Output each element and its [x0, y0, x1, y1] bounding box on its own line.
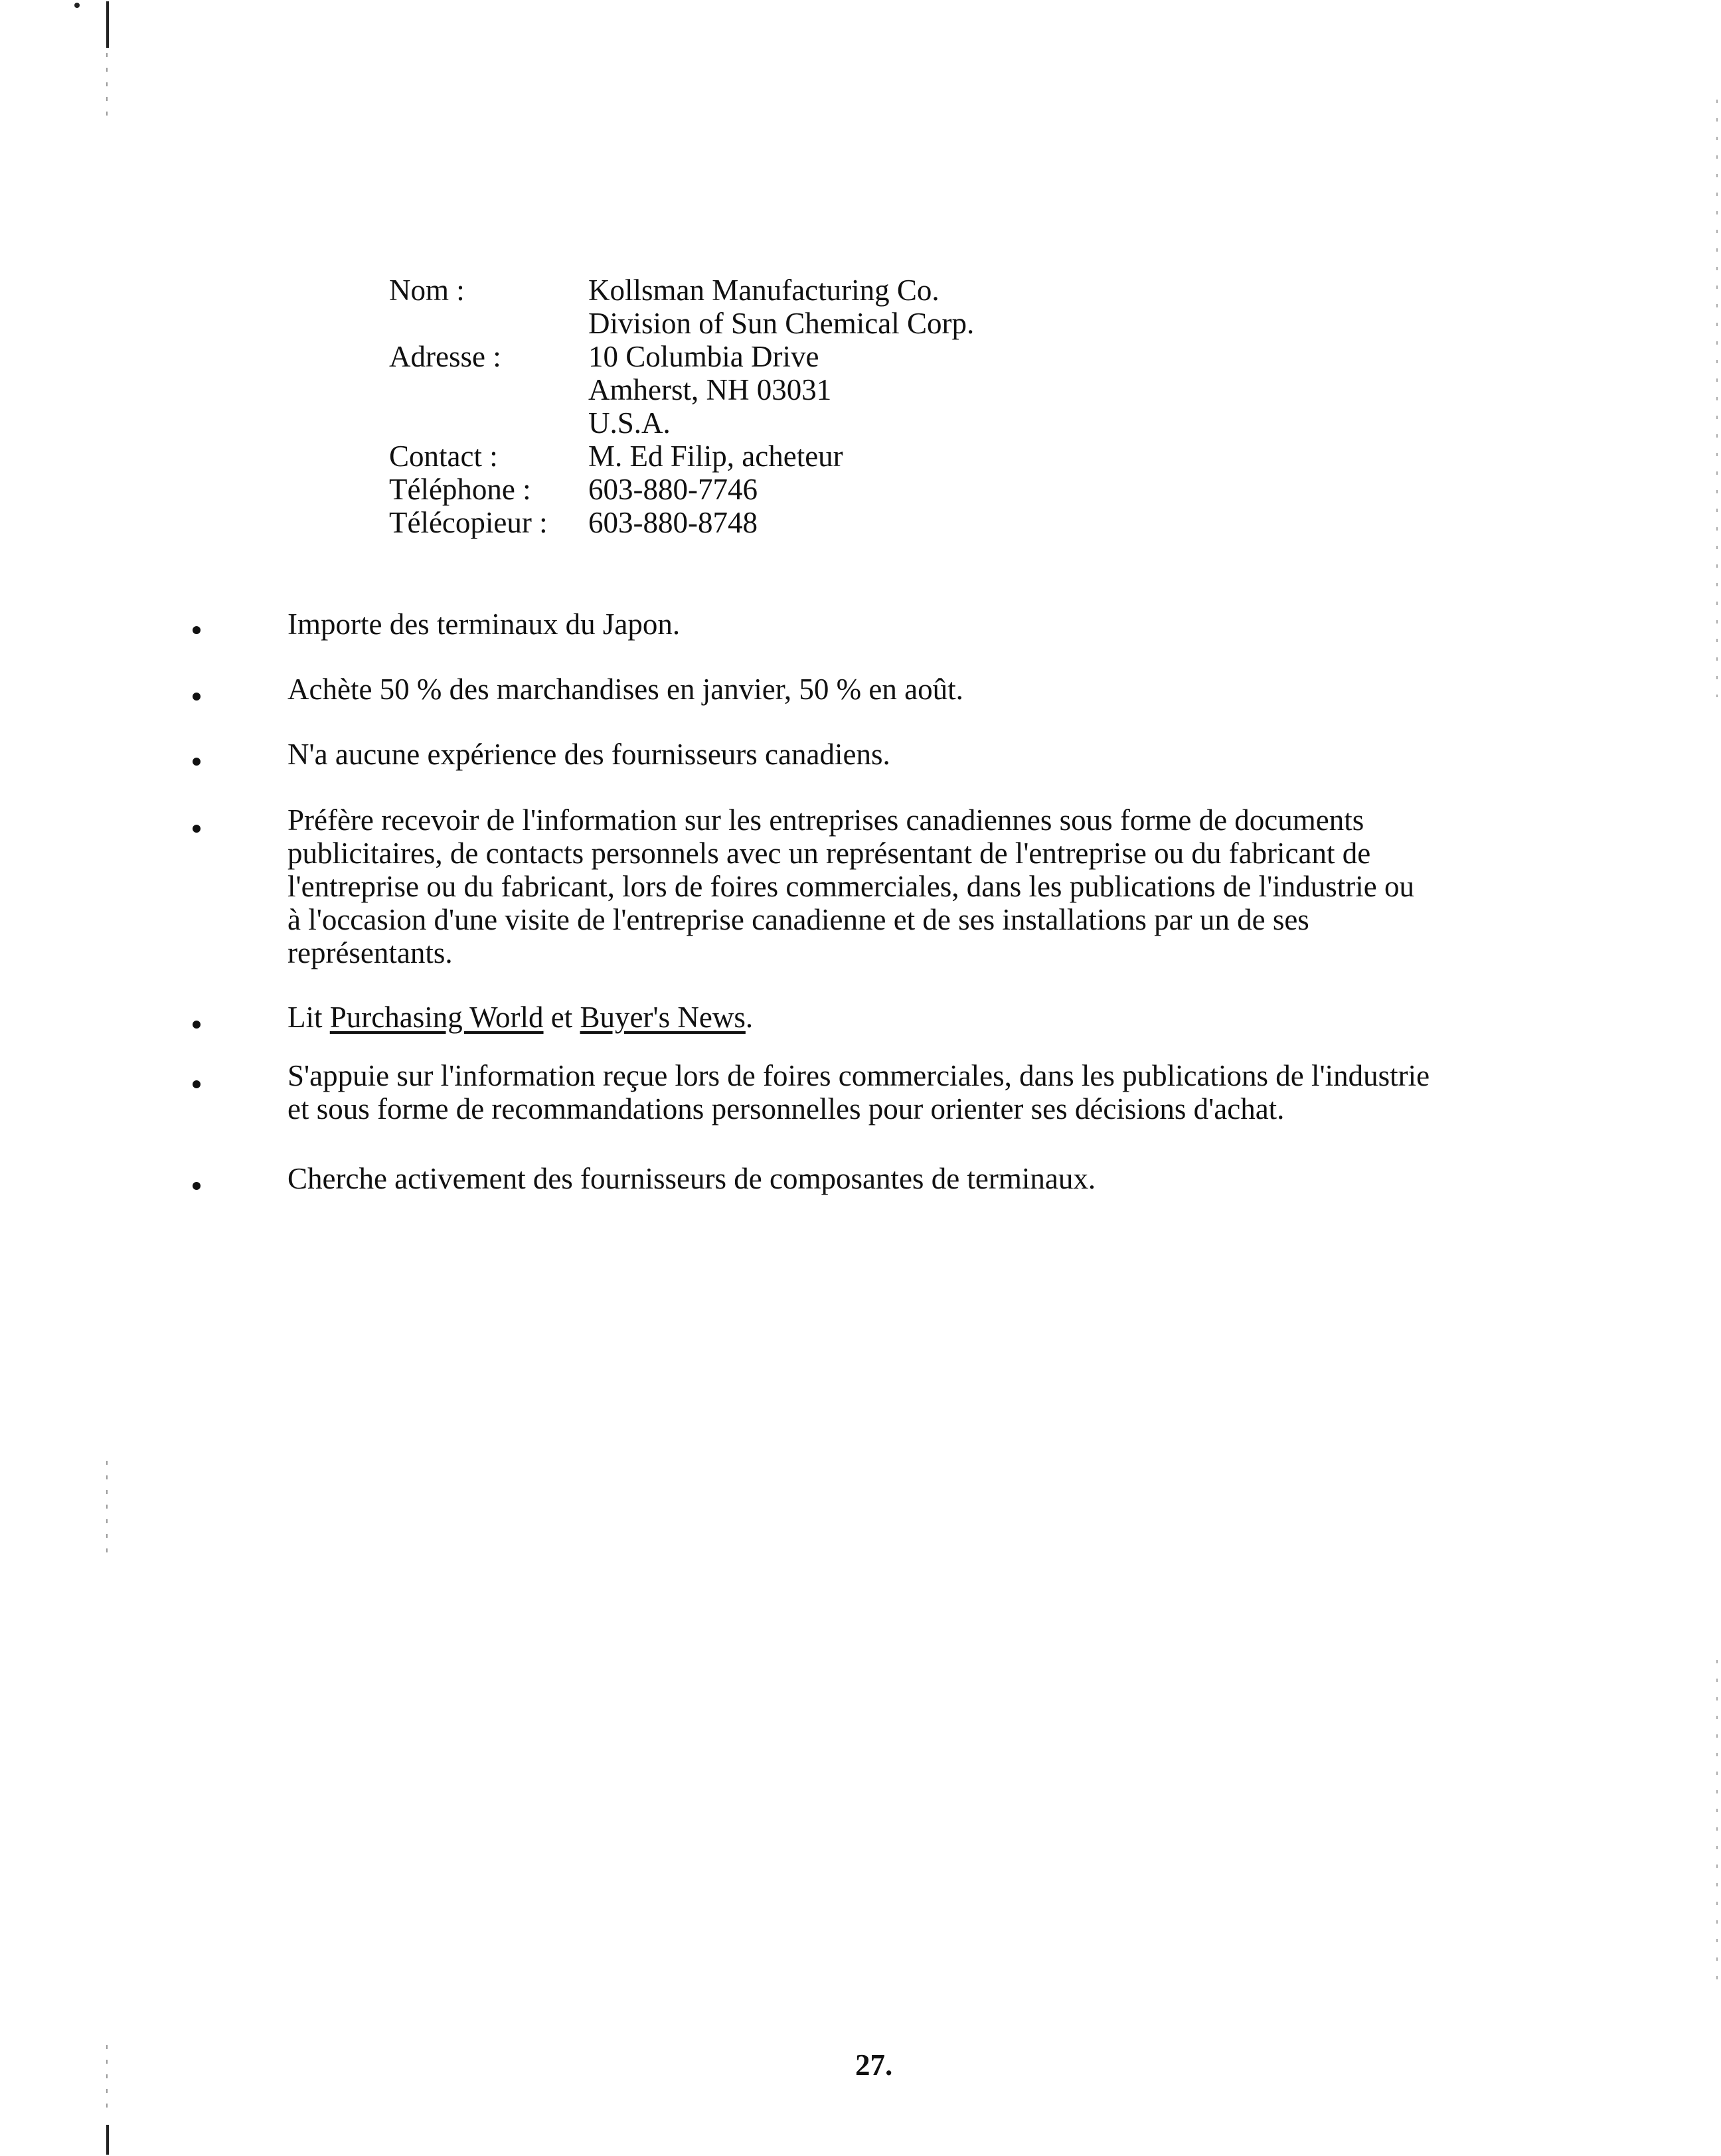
list-item-text	[287, 803, 1536, 969]
scan-dash-top	[106, 53, 108, 126]
list-item-text	[287, 1001, 1536, 1034]
page-number: 27.	[855, 2048, 893, 2082]
text-line: à l'occasion d'une visite de l'entreprise canadienne et de ses installations par un de ses	[287, 903, 1309, 936]
list-item-text: Achète 50 % des marchandises en janvier, 50 % en août.	[287, 673, 963, 706]
list-item-text: Cherche activement des fournisseurs de composantes de terminaux.	[287, 1162, 1096, 1195]
text-suffix: .	[745, 1001, 754, 1034]
contact-label	[389, 307, 588, 340]
bullet-icon	[193, 626, 201, 634]
contact-label: Nom :	[389, 274, 465, 307]
text-middle: et	[543, 1001, 580, 1034]
scan-dash-bottom	[106, 2045, 108, 2118]
contact-label	[389, 406, 588, 440]
contact-label: Téléphone :	[389, 473, 531, 506]
text-line: publicitaires, de contacts personnels avec un représentant de l'entreprise ou du fabricant de	[287, 837, 1371, 870]
bullet-icon	[193, 1021, 201, 1029]
scan-mark-bottom	[106, 2125, 109, 2155]
contact-label: Adresse :	[389, 340, 501, 373]
list-item-text: Importe des terminaux du Japon.	[287, 608, 681, 641]
contact-row-country	[389, 406, 974, 440]
contact-row-division	[389, 307, 974, 340]
publication-title: Purchasing World	[329, 1001, 544, 1034]
contact-row-person	[389, 440, 974, 473]
contact-row-fax	[389, 506, 974, 539]
phone-number: 603-880-7746	[588, 473, 758, 506]
text-line: S'appuie sur l'information reçue lors de foires commerciales, dans les publications de l'industrie	[287, 1059, 1430, 1092]
list-item-text	[287, 1059, 1536, 1125]
address-street: 10 Columbia Drive	[588, 340, 819, 373]
contact-label: Contact :	[389, 440, 498, 473]
scan-dash-mid	[106, 1461, 108, 1560]
text-line: l'entreprise ou du fabricant, lors de foires commerciales, dans les publications de l'industrie ou	[287, 870, 1414, 903]
scan-dash-right-top	[1716, 100, 1718, 697]
text-line: Préfère recevoir de l'information sur les entreprises canadiennes sous forme de documents	[287, 803, 1364, 837]
bullet-icon	[193, 1182, 201, 1190]
contact-row-city	[389, 373, 974, 406]
address-country: U.S.A.	[588, 406, 671, 440]
company-name: Kollsman Manufacturing Co.	[588, 274, 940, 307]
bullet-icon	[193, 758, 201, 766]
contact-row-name	[389, 274, 974, 307]
contact-person: M. Ed Filip, acheteur	[588, 440, 843, 473]
scan-dash-right-bottom	[1716, 1660, 1718, 1992]
text-prefix: Lit	[287, 1001, 330, 1034]
bullet-icon	[193, 1080, 201, 1088]
company-division: Division of Sun Chemical Corp.	[588, 307, 975, 340]
text-line: et sous forme de recommandations personnelles pour orienter ses décisions d'achat.	[287, 1092, 1285, 1125]
contact-row-phone	[389, 473, 974, 506]
bullet-icon	[193, 693, 201, 701]
contact-label: Télécopieur :	[389, 506, 548, 539]
publication-title: Buyer's News	[580, 1001, 746, 1034]
fax-number: 603-880-8748	[588, 506, 758, 539]
address-city: Amherst, NH 03031	[588, 373, 832, 406]
contact-row-address	[389, 340, 974, 373]
contact-block	[389, 274, 974, 539]
text-line: représentants.	[287, 936, 453, 969]
contact-label	[389, 373, 588, 406]
bullet-icon	[193, 825, 201, 833]
scan-mark-top	[106, 1, 109, 48]
list-item-text: N'a aucune expérience des fournisseurs canadiens.	[287, 738, 890, 771]
scan-dot	[74, 3, 80, 8]
